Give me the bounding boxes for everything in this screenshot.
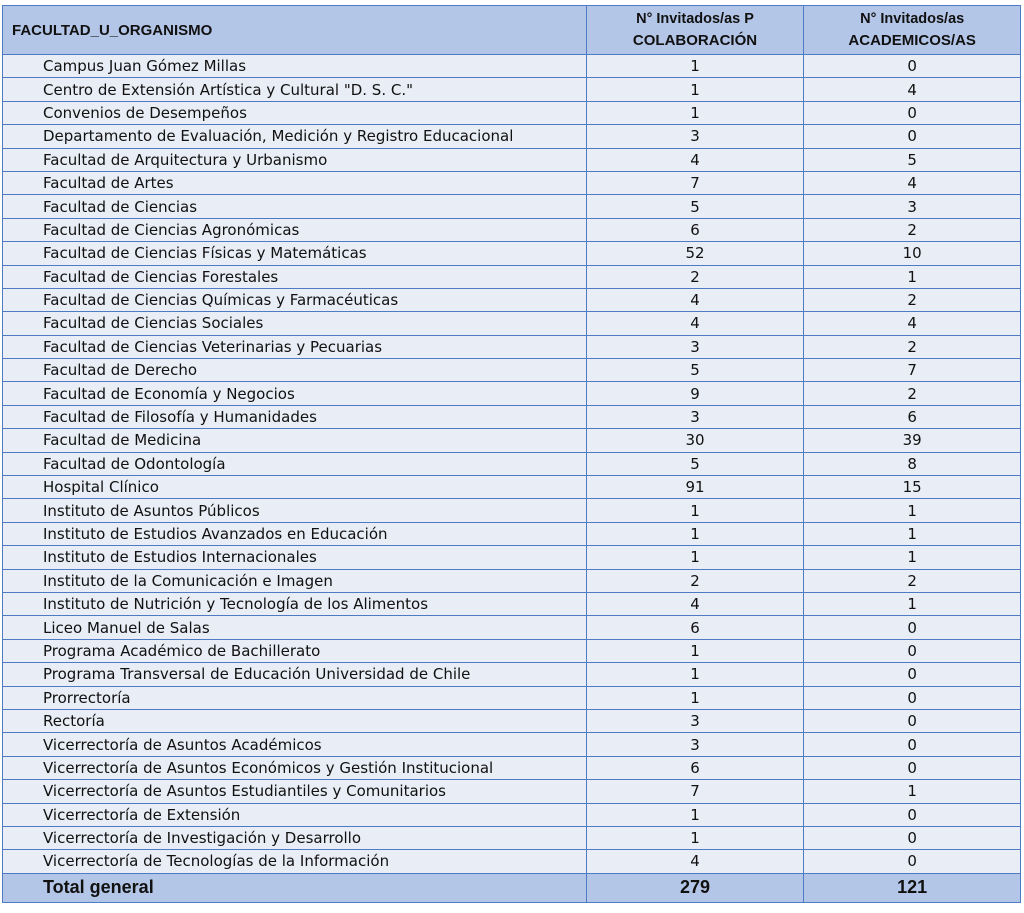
row-colaboracion: 3 [586,335,804,358]
table-row [3,148,1021,171]
header-colaboracion [586,6,804,55]
row-colaboracion: 1 [586,499,804,522]
row-colaboracion: 5 [586,452,804,475]
row-name: Vicerrectoría de Tecnologías de la Información [3,850,587,873]
row-academicos: 1 [804,522,1021,545]
row-colaboracion: 1 [586,639,804,662]
row-name: Programa Académico de Bachillerato [3,639,587,662]
row-name: Vicerrectoría de Extensión [3,803,587,826]
row-name: Facultad de Medicina [3,429,587,452]
row-academicos: 4 [804,171,1021,194]
header-academicos [804,6,1021,55]
table-row [3,803,1021,826]
total-label: Total general [3,873,587,902]
row-colaboracion: 4 [586,312,804,335]
row-colaboracion: 3 [586,709,804,732]
table-row [3,101,1021,124]
table-row [3,359,1021,382]
row-academicos: 0 [804,616,1021,639]
header-colaboracion-line2: COLABORACIÓN [632,32,758,49]
table-row [3,499,1021,522]
total-colaboracion: 279 [586,873,804,902]
row-name: Programa Transversal de Educación Universidad de Chile [3,663,587,686]
row-name: Liceo Manuel de Salas [3,616,587,639]
table-row [3,686,1021,709]
row-academicos: 15 [804,476,1021,499]
table-row [3,382,1021,405]
table-body [3,55,1021,874]
row-academicos: 7 [804,359,1021,382]
row-colaboracion: 30 [586,429,804,452]
row-academicos: 0 [804,803,1021,826]
table-row [3,288,1021,311]
table-row [3,265,1021,288]
table-row [3,826,1021,849]
row-academicos: 1 [804,265,1021,288]
row-colaboracion: 9 [586,382,804,405]
row-name: Campus Juan Gómez Millas [3,55,587,78]
row-name: Facultad de Filosofía y Humanidades [3,405,587,428]
row-name: Facultad de Ciencias Agronómicas [3,218,587,241]
row-colaboracion: 4 [586,850,804,873]
row-academicos: 1 [804,780,1021,803]
row-colaboracion: 1 [586,663,804,686]
row-name: Facultad de Economía y Negocios [3,382,587,405]
row-colaboracion: 91 [586,476,804,499]
row-colaboracion: 5 [586,359,804,382]
table-row [3,850,1021,873]
total-academicos: 121 [804,873,1021,902]
table-row [3,616,1021,639]
row-colaboracion: 6 [586,616,804,639]
row-academicos: 2 [804,335,1021,358]
row-academicos: 0 [804,709,1021,732]
row-name: Convenios de Desempeños [3,101,587,124]
row-academicos: 0 [804,663,1021,686]
row-colaboracion: 3 [586,125,804,148]
row-colaboracion: 4 [586,148,804,171]
row-academicos: 5 [804,148,1021,171]
table-row [3,335,1021,358]
row-name: Prorrectoría [3,686,587,709]
row-name: Facultad de Derecho [3,359,587,382]
row-academicos: 0 [804,639,1021,662]
header-academicos-line2: ACADEMICOS/AS [848,32,976,49]
row-academicos: 1 [804,546,1021,569]
row-name: Facultad de Ciencias Sociales [3,312,587,335]
table-row [3,639,1021,662]
table-row [3,756,1021,779]
row-colaboracion: 1 [586,522,804,545]
row-colaboracion: 3 [586,405,804,428]
row-academicos: 10 [804,242,1021,265]
header-academicos-line1: N° Invitados/as [860,11,965,27]
row-academicos: 2 [804,382,1021,405]
row-academicos: 2 [804,218,1021,241]
row-name: Facultad de Ciencias Forestales [3,265,587,288]
row-name: Facultad de Arquitectura y Urbanismo [3,148,587,171]
table-row [3,195,1021,218]
row-name: Instituto de Estudios Avanzados en Educación [3,522,587,545]
row-name: Facultad de Odontología [3,452,587,475]
row-name: Vicerrectoría de Asuntos Estudiantiles y Comunitarios [3,780,587,803]
row-academicos: 1 [804,499,1021,522]
row-academicos: 8 [804,452,1021,475]
total-row [3,873,1021,902]
row-colaboracion: 4 [586,592,804,615]
row-name: Centro de Extensión Artística y Cultural "D. S. C." [3,78,587,101]
row-colaboracion: 52 [586,242,804,265]
row-academicos: 1 [804,592,1021,615]
row-academicos: 4 [804,312,1021,335]
row-academicos: 0 [804,101,1021,124]
row-name: Vicerrectoría de Asuntos Académicos [3,733,587,756]
header-facultad: FACULTAD_U_ORGANISMO [3,6,587,55]
row-colaboracion: 1 [586,546,804,569]
row-colaboracion: 7 [586,171,804,194]
row-colaboracion: 1 [586,101,804,124]
row-academicos: 0 [804,125,1021,148]
table-row [3,78,1021,101]
row-academicos: 0 [804,733,1021,756]
row-academicos: 4 [804,78,1021,101]
table-row [3,55,1021,78]
table-row [3,522,1021,545]
row-name: Facultad de Ciencias Físicas y Matemáticas [3,242,587,265]
row-name: Hospital Clínico [3,476,587,499]
row-name: Departamento de Evaluación, Medición y Registro Educacional [3,125,587,148]
row-colaboracion: 1 [586,826,804,849]
table-row [3,452,1021,475]
row-colaboracion: 3 [586,733,804,756]
row-colaboracion: 1 [586,78,804,101]
row-name: Vicerrectoría de Investigación y Desarrollo [3,826,587,849]
header-row [3,6,1021,55]
table-row [3,780,1021,803]
row-name: Instituto de la Comunicación e Imagen [3,569,587,592]
row-colaboracion: 2 [586,265,804,288]
row-name: Instituto de Nutrición y Tecnología de los Alimentos [3,592,587,615]
table-row [3,733,1021,756]
table-row [3,663,1021,686]
row-academicos: 2 [804,288,1021,311]
row-academicos: 3 [804,195,1021,218]
header-colaboracion-line1: N° Invitados/as P [636,11,754,27]
row-name: Instituto de Estudios Internacionales [3,546,587,569]
row-name: Facultad de Ciencias Químicas y Farmacéuticas [3,288,587,311]
row-colaboracion: 1 [586,803,804,826]
table-row [3,569,1021,592]
table-row [3,312,1021,335]
row-academicos: 39 [804,429,1021,452]
row-colaboracion: 7 [586,780,804,803]
row-academicos: 0 [804,686,1021,709]
row-colaboracion: 1 [586,686,804,709]
table-row [3,405,1021,428]
row-colaboracion: 2 [586,569,804,592]
invitados-table [2,5,1021,903]
row-name: Instituto de Asuntos Públicos [3,499,587,522]
row-name: Facultad de Ciencias [3,195,587,218]
row-name: Rectoría [3,709,587,732]
row-academicos: 0 [804,850,1021,873]
row-name: Vicerrectoría de Asuntos Económicos y Gestión Institucional [3,756,587,779]
table-row [3,429,1021,452]
row-name: Facultad de Artes [3,171,587,194]
table-row [3,546,1021,569]
row-colaboracion: 1 [586,55,804,78]
row-academicos: 0 [804,826,1021,849]
table-row [3,242,1021,265]
row-colaboracion: 5 [586,195,804,218]
row-academicos: 2 [804,569,1021,592]
row-academicos: 0 [804,55,1021,78]
table-row [3,218,1021,241]
table-row [3,592,1021,615]
row-colaboracion: 6 [586,756,804,779]
table-row [3,476,1021,499]
row-academicos: 0 [804,756,1021,779]
row-colaboracion: 4 [586,288,804,311]
table-row [3,171,1021,194]
row-colaboracion: 6 [586,218,804,241]
table-row [3,125,1021,148]
row-name: Facultad de Ciencias Veterinarias y Pecuarias [3,335,587,358]
row-academicos: 6 [804,405,1021,428]
table-row [3,709,1021,732]
